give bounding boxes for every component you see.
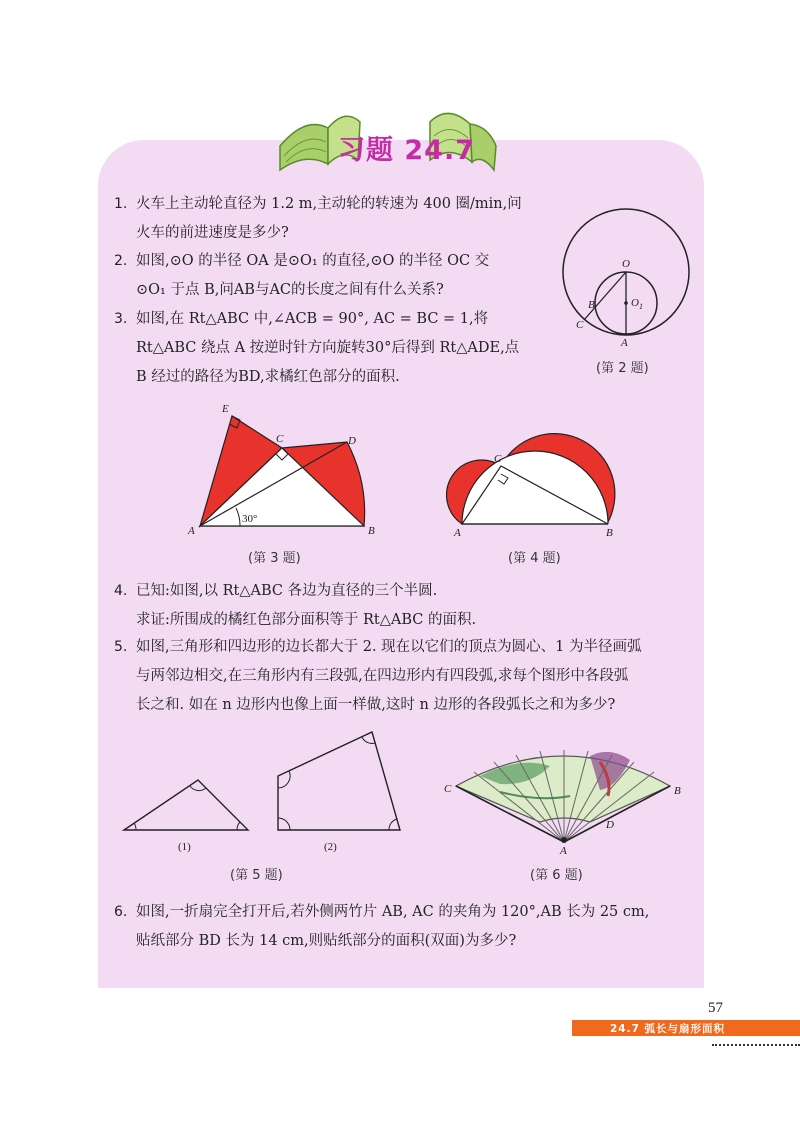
label-O1: $O_1$ bbox=[631, 297, 643, 311]
exercise-2 bbox=[114, 247, 554, 305]
label-B: B bbox=[588, 299, 595, 311]
page-number: 57 bbox=[708, 1000, 723, 1016]
label-D: D bbox=[348, 435, 356, 447]
label-A: A bbox=[560, 845, 567, 856]
figure-3-caption: (第 3 题) bbox=[248, 551, 301, 566]
figure-5 bbox=[118, 726, 408, 856]
exercise-6 bbox=[114, 898, 694, 956]
exercise-number: 2. bbox=[114, 253, 128, 269]
figure-5-sub-2: (2) bbox=[324, 841, 337, 853]
figure-5-sub-1: (1) bbox=[178, 841, 191, 853]
exercise-line: 如图,三角形和四边形的边长都大于 2. 现在以它们的顶点为圆心、1 为半径画弧 bbox=[136, 639, 642, 655]
figure-4-caption: (第 4 题) bbox=[508, 551, 561, 566]
label-C: C bbox=[444, 783, 452, 795]
figure-5-caption: (第 5 题) bbox=[230, 868, 283, 883]
exercise-line: B 经过的路径为BD,求橘红色部分的面积. bbox=[136, 369, 400, 385]
exercise-line: 火车的前进速度是多少? bbox=[136, 225, 289, 241]
label-C: C bbox=[276, 433, 284, 445]
exercise-line: 长之和. 如在 n 边形内也像上面一样做,这时 n 边形的各段弧长之和为多少? bbox=[136, 697, 616, 713]
exercise-line: 如图,一折扇完全打开后,若外侧两竹片 AB, AC 的夹角为 120°,AB 长为 25 cm, bbox=[136, 904, 650, 920]
figure-6-caption: (第 6 题) bbox=[530, 868, 583, 883]
exercise-line: 求证:所围成的橘红色部分面积等于 Rt△ABC 的面积. bbox=[136, 612, 477, 628]
figure-2-caption: (第 2 题) bbox=[596, 361, 649, 376]
exercise-line: 与两邻边相交,在三角形内有三段弧,在四边形内有四段弧,求每个图形中各段弧 bbox=[136, 668, 629, 684]
label-A: A bbox=[454, 527, 461, 538]
label-B: B bbox=[368, 525, 375, 537]
label-B: B bbox=[674, 785, 681, 797]
exercise-5 bbox=[114, 633, 694, 720]
label-C: C bbox=[494, 453, 502, 465]
label-A: A bbox=[621, 337, 628, 349]
exercise-line: 已知:如图,以 Rt△ABC 各边为直径的三个半圆. bbox=[136, 583, 438, 599]
exercise-line: Rt△ABC 绕点 A 按逆时针方向旋转30°后得到 Rt△ADE,点 bbox=[136, 340, 520, 356]
exercise-number: 3. bbox=[114, 311, 128, 327]
exercise-line: 如图,在 Rt△ABC 中,∠ACB = 90°, AC = BC = 1,将 bbox=[136, 311, 489, 327]
exercise-3 bbox=[114, 305, 554, 392]
label-A: A bbox=[188, 525, 195, 537]
exercise-number: 5. bbox=[114, 639, 128, 655]
figure-2 bbox=[560, 208, 694, 354]
label-O: O bbox=[622, 258, 630, 270]
footer-section-title: 24.7 弧长与扇形面积 bbox=[610, 1023, 726, 1035]
footer-dotted-rule bbox=[712, 1044, 800, 1046]
label-E: E bbox=[222, 403, 229, 415]
exercise-number: 1. bbox=[114, 196, 128, 212]
exercise-1 bbox=[114, 190, 554, 248]
exercise-line: ⊙O₁ 于点 B,问AB与AC的长度之间有什么关系? bbox=[136, 282, 444, 298]
exercise-line: 如图,⊙O 的半径 OA 是⊙O₁ 的直径,⊙O 的半径 OC 交 bbox=[136, 253, 490, 269]
label-C: C bbox=[576, 319, 584, 331]
exercise-number: 4. bbox=[114, 583, 128, 599]
label-angle: 30° bbox=[242, 513, 258, 525]
page-title: 习题 24.7 bbox=[338, 135, 476, 166]
label-B: B bbox=[606, 527, 613, 538]
exercise-number: 6. bbox=[114, 904, 128, 920]
label-D: D bbox=[606, 819, 614, 831]
exercise-4 bbox=[114, 577, 674, 635]
exercise-line: 火车上主动轮直径为 1.2 m,主动轮的转速为 400 圈/min,问 bbox=[136, 196, 522, 212]
figure-4 bbox=[446, 426, 622, 538]
exercise-line: 贴纸部分 BD 长为 14 cm,则贴纸部分的面积(双面)为多少? bbox=[136, 933, 517, 949]
figure-3 bbox=[180, 398, 380, 542]
figure-6 bbox=[440, 736, 690, 856]
